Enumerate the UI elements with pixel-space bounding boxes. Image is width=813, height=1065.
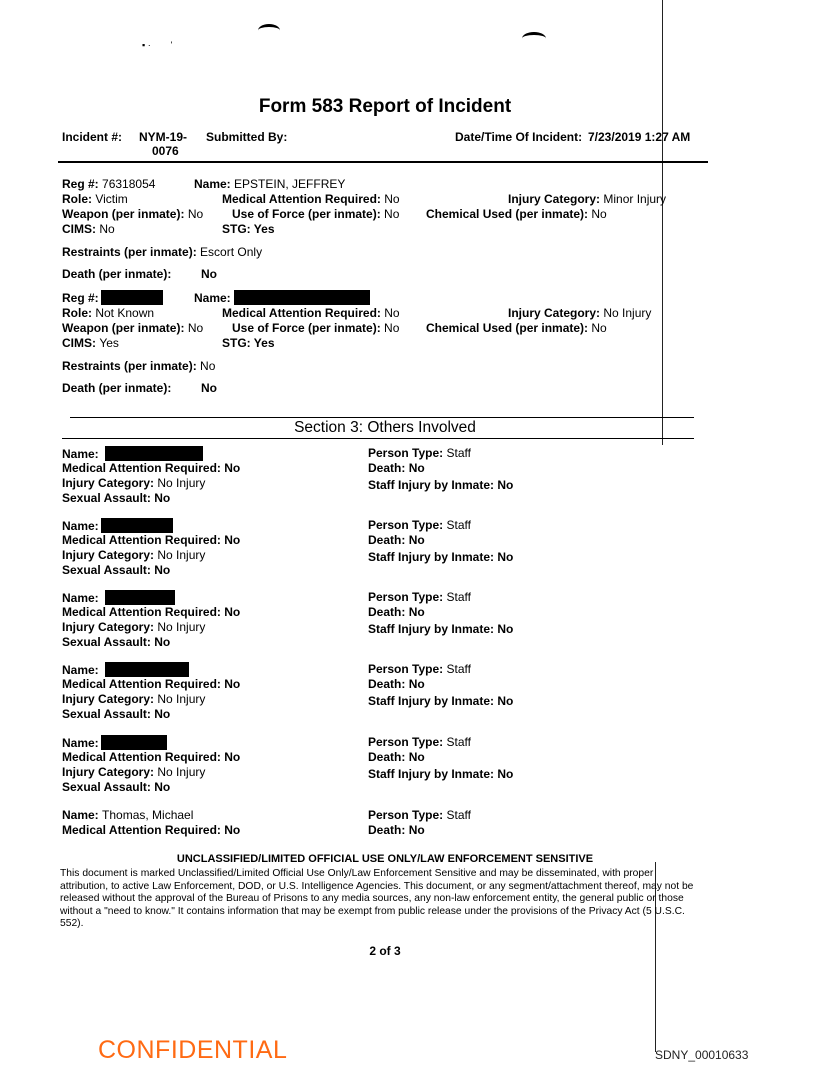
header-divider [58, 161, 708, 163]
person-death: Death: No [368, 823, 425, 837]
reg-label: Reg #: [62, 290, 163, 305]
redaction-bar [105, 662, 189, 677]
person-name: Name: [62, 590, 175, 605]
incident-number-label: Incident #: [62, 130, 123, 144]
datetime-value: 7/23/2019 1:27 AM [588, 130, 691, 144]
redaction-bar [101, 290, 163, 305]
weapon: Weapon (per inmate): No [62, 321, 204, 335]
medical-attention: Medical Attention Required: No [62, 823, 241, 837]
weapon: Weapon (per inmate): No [62, 207, 204, 221]
redaction-bar [234, 290, 370, 305]
staff-injury-by-inmate: Staff Injury by Inmate: No [368, 550, 514, 564]
person-type: Person Type: Staff [368, 518, 471, 532]
death-value: No [201, 381, 217, 395]
person-name: Name: [62, 662, 189, 677]
stg: STG: Yes [222, 336, 275, 350]
sexual-assault: Sexual Assault: No [62, 635, 171, 649]
stg: STG: Yes [222, 222, 275, 236]
sexual-assault: Sexual Assault: No [62, 563, 171, 577]
name-label: Name: EPSTEIN, JEFFREY [194, 177, 346, 191]
medical-attention: Medical Attention Required: No [62, 533, 241, 547]
chemical-used: Chemical Used (per inmate): No [426, 207, 607, 221]
person-name: Name: [62, 518, 173, 533]
classification-heading: UNCLASSIFIED/LIMITED OFFICIAL USE ONLY/LAW ENFORCEMENT SENSITIVE [176, 853, 594, 865]
section3-top-rule [70, 417, 694, 418]
chemical-used: Chemical Used (per inmate): No [426, 321, 607, 335]
injury-category: Injury Category: No Injury [508, 306, 652, 320]
name-label: Name: [194, 290, 370, 305]
sexual-assault: Sexual Assault: No [62, 707, 171, 721]
redaction-bar [105, 590, 175, 605]
person-death: Death: No [368, 750, 425, 764]
person-type: Person Type: Staff [368, 735, 471, 749]
medical-attention: Medical Attention Required: No [62, 605, 241, 619]
person-death: Death: No [368, 677, 425, 691]
document-title: Form 583 Report of Incident [258, 96, 512, 117]
staff-injury-by-inmate: Staff Injury by Inmate: No [368, 478, 514, 492]
injury-category: Injury Category: No Injury [62, 765, 206, 779]
section3-bottom-rule [62, 438, 694, 439]
injury-category: Injury Category: No Injury [62, 692, 206, 706]
sexual-assault: Sexual Assault: No [62, 491, 171, 505]
person-type: Person Type: Staff [368, 590, 471, 604]
person-death: Death: No [368, 605, 425, 619]
submitted-by-label: Submitted By: [206, 130, 288, 144]
incident-number-value-line1: NYM-19- [139, 130, 188, 144]
injury-category: Injury Category: No Injury [62, 476, 206, 490]
death-value: No [201, 267, 217, 281]
reg-value: 76318054 [102, 177, 156, 191]
injury-category: Injury Category: Minor Injury [508, 192, 667, 206]
name-value: EPSTEIN, JEFFREY [234, 177, 346, 191]
medical-attention: Medical Attention Required: No [222, 306, 400, 320]
injury-category: Injury Category: No Injury [62, 548, 206, 562]
use-of-force: Use of Force (per inmate): No [232, 321, 400, 335]
role-label: Role: Victim [62, 192, 128, 206]
staff-injury-by-inmate: Staff Injury by Inmate: No [368, 694, 514, 708]
medical-attention: Medical Attention Required: No [62, 677, 241, 691]
role-value: Not Known [95, 306, 155, 320]
page-number: 2 of 3 [369, 944, 401, 958]
redaction-bar [101, 735, 167, 750]
bates-number: SDNY_00010633 [655, 1048, 749, 1062]
use-of-force: Use of Force (per inmate): No [232, 207, 400, 221]
medical-attention: Medical Attention Required: No [62, 750, 241, 764]
person-type: Person Type: Staff [368, 446, 471, 460]
role-label: Role: Not Known [62, 306, 155, 320]
person-death: Death: No [368, 533, 425, 547]
injury-category: Injury Category: No Injury [62, 620, 206, 634]
restraints: Restraints (per inmate): No [62, 359, 216, 373]
medical-attention: Medical Attention Required: No [62, 461, 241, 475]
scan-artifact-mark-left [258, 24, 280, 37]
section3-title: Section 3: Others Involved [294, 419, 476, 436]
sexual-assault: Sexual Assault: No [62, 780, 171, 794]
redaction-bar [105, 446, 203, 461]
medical-attention: Medical Attention Required: No [222, 192, 400, 206]
death-label: Death (per inmate): [62, 267, 172, 281]
disclaimer-text: This document is marked Unclassified/Limited Official Use Only/Law Enforcement Sensitive and may be disseminated, with proper attribution, to active Law Enforcement, DOD, or U.S. Intelligence Agencies. This document, or any segment/attachment thereof, may not be released without the approval of the Bureau of Prisons to any media sources, any non-law enforcement entity, the general public or those without a "need to know." It contains information that may be exempt from public release under the provisions of the Privacy Act (5 U.S.C. 552). [60, 868, 694, 930]
person-type: Person Type: Staff [368, 808, 471, 822]
death-label: Death (per inmate): [62, 381, 172, 395]
reg-label: Reg #: 76318054 [62, 177, 156, 191]
datetime-label: Date/Time Of Incident: [455, 130, 583, 144]
confidential-stamp: CONFIDENTIAL [98, 1036, 288, 1064]
scan-artifact-mark-right [522, 32, 546, 45]
person-death: Death: No [368, 461, 425, 475]
scan-artifact-dots: ▪ · ' [142, 40, 173, 50]
role-value: Victim [95, 192, 128, 206]
restraints: Restraints (per inmate): Escort Only [62, 245, 263, 259]
incident-number-value-line2: 0076 [152, 144, 179, 158]
staff-injury-by-inmate: Staff Injury by Inmate: No [368, 622, 514, 636]
person-name: Name: [62, 735, 167, 750]
cims: CIMS: No [62, 222, 115, 236]
redaction-bar [101, 518, 173, 533]
cims: CIMS: Yes [62, 336, 119, 350]
person-type: Person Type: Staff [368, 662, 471, 676]
staff-injury-by-inmate: Staff Injury by Inmate: No [368, 767, 514, 781]
scan-vertical-line-top [662, 0, 663, 445]
person-name: Name: Thomas, Michael [62, 808, 194, 822]
person-name: Name: [62, 446, 203, 461]
